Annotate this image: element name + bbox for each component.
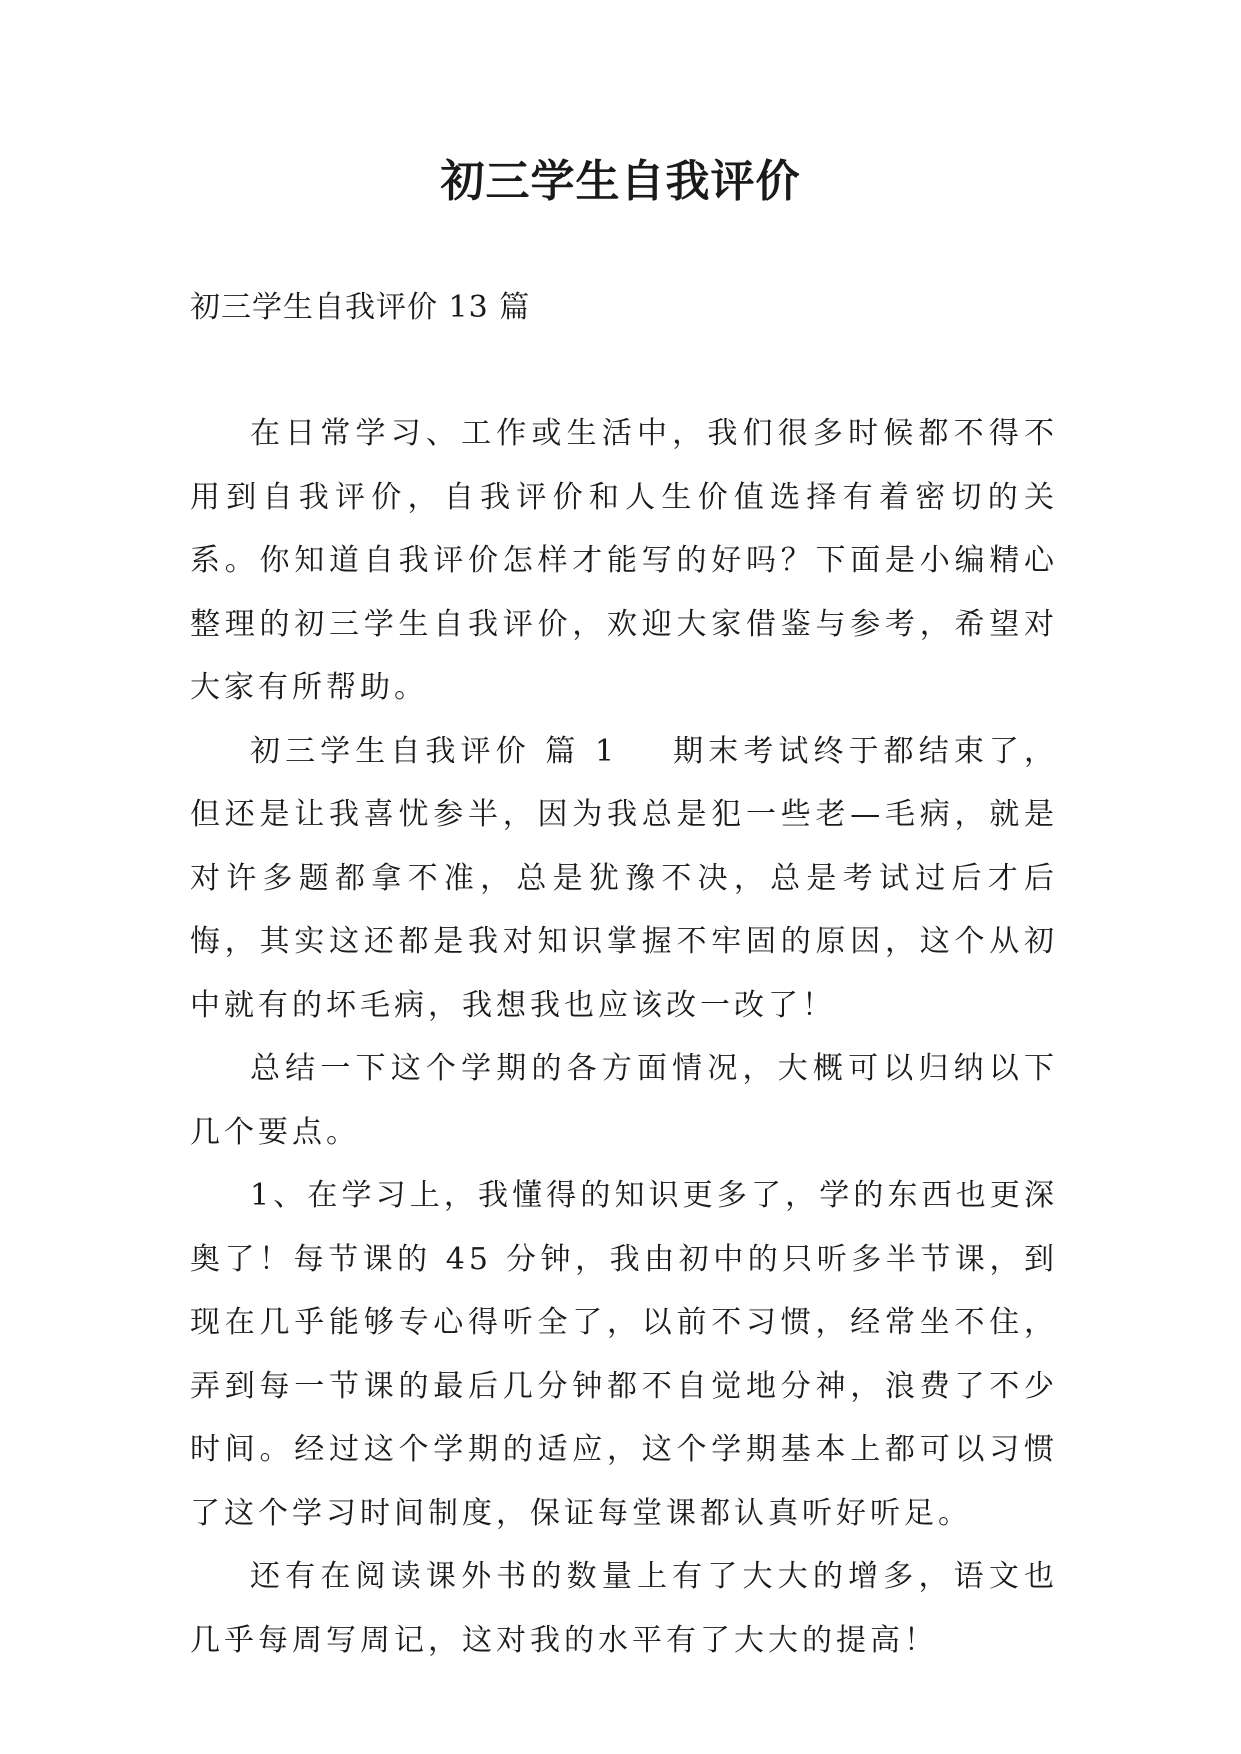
intro-paragraph: 在日常学习、工作或生活中，我们很多时候都不得不用到自我评价，自我评价和人生价值选择有着密切的关系。你知道自我评价怎样才能写的好吗？下面是小编精心整理的初三学生自我评价，欢迎大家借鉴与参考，希望对大家有所帮助。 bbox=[190, 416, 1058, 705]
document-title: 初三学生自我评价 bbox=[440, 156, 801, 207]
document-body bbox=[190, 402, 1058, 1672]
section-1-paragraph bbox=[190, 720, 1058, 1038]
section-1-heading: 初三学生自我评价 篇 1 bbox=[250, 733, 619, 769]
body-paragraph: 1、在学习上，我懂得的知识更多了，学的东西也更深奥了！每节课的 45 分钟，我由初中的只听多半节课，到现在几乎能够专心得听全了，以前不习惯，经常坐不住，弄到每一节课的最后几分钟都不自觉地分神，浪费了不少时间。经过这个学期的适应，这个学期基本上都可以习惯了这个学习时间制度，保证每堂课都认真听好听足。 bbox=[190, 1178, 1058, 1531]
section-1-text: 期末考试终于都结束了，但还是让我喜忧参半，因为我总是犯一些老—毛病，就是对许多题都拿不准，总是犹豫不决，总是考试过后才后悔，其实这还都是我对知识掌握不牢固的原因，这个从初中就有的坏毛病，我想我也应该改一改了！ bbox=[190, 733, 1058, 1023]
body-paragraph: 还有在阅读课外书的数量上有了大大的增多，语文也几乎每周写周记，这对我的水平有了大大的提高！ bbox=[190, 1559, 1058, 1658]
body-paragraph: 总结一下这个学期的各方面情况，大概可以归纳以下几个要点。 bbox=[190, 1051, 1058, 1150]
document-subtitle: 初三学生自我评价 13 篇 bbox=[190, 290, 531, 325]
